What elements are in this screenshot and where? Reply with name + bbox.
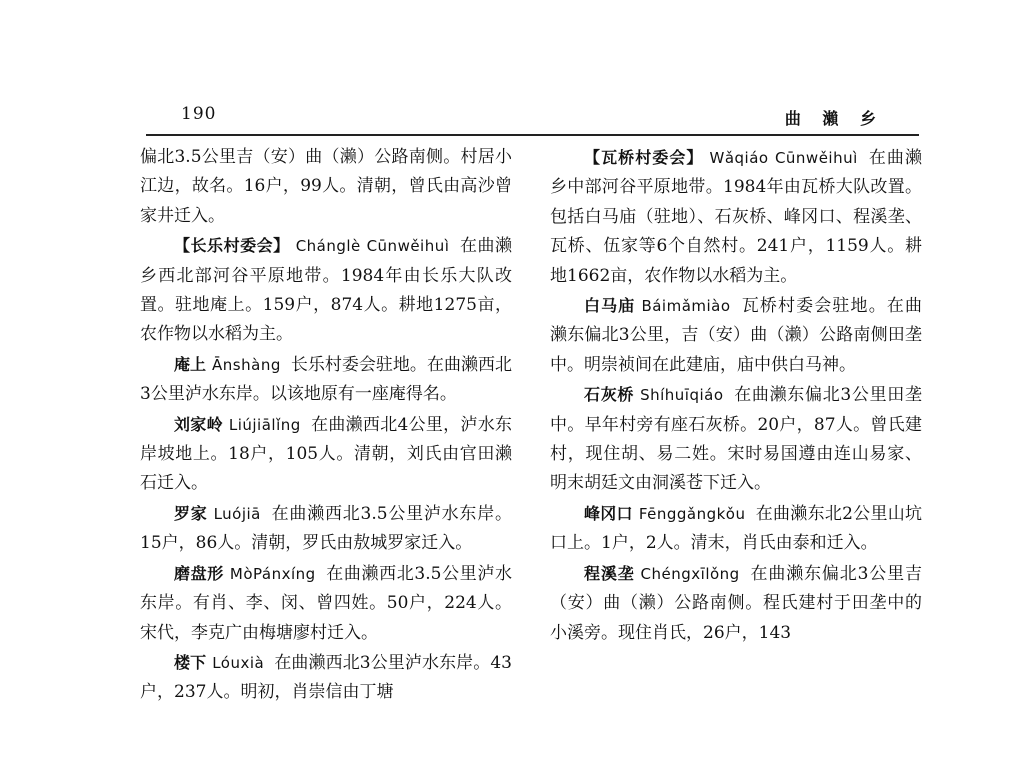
entry-paragraph [140,410,512,499]
entry-pinyin: Liújiālǐng [228,415,301,434]
entry-headword: 磨盘形 [174,563,224,583]
header-rule [146,134,919,136]
entry-pinyin: Luójiā [213,504,261,523]
entry-pinyin: Wǎqiáo Cūnwěihuì [709,149,858,167]
entry-paragraph [550,499,922,559]
entry-pinyin: Shíhuīqiáo [640,386,724,405]
entry-text: 在曲濑乡西北部河谷平原地带。1984年由长乐大队改置。驻地庵上。159户，874人。耕地1275亩，农作物以水稻为主。 [140,236,512,345]
entry-headword: 白马庙 [584,296,636,316]
entry-text: 在曲濑西北3.5公里泸水东岸。15户，86人。清朝，罗氏由敖城罗家迁入。 [140,503,512,554]
running-head: 曲 瀨 乡 [784,109,884,128]
entry-text: 在曲濑东偏北3公里田垄中。早年村旁有座石灰桥。20户，87人。曾氏建村，现住胡、易二姓。宋时易国遵由连山易家、明末胡廷文由洞溪苍下迁入。 [550,385,922,494]
entry-pinyin: Lóuxià [212,653,265,672]
right-column [550,143,922,648]
entry-paragraph [140,499,512,559]
left-column [140,143,512,708]
entry-text: 偏北3.5公里吉（安）曲（濑）公路南侧。村居小江边，故名。16户，99人。清朝，曾氏由高沙曾家井迁入。 [140,147,512,226]
entry-text: 在曲濑乡中部河谷平原地带。1984年由瓦桥大队改置。包括白马庙（驻地）、石灰桥、峰冈口、程溪垄、瓦桥、伍家等6个自然村。241户，1159人。耕地1662亩，农作物以水稻为主。 [550,148,922,286]
entry-pinyin: MòPánxíng [229,564,316,583]
entry-text: 长乐村委会驻地。在曲濑西北3公里泸水东岸。以该地原有一座庵得名。 [140,354,512,405]
entry-text: 在曲濑西北4公里，泸水东岸坡地上。18户，105人。清朝，刘氏由官田濑石迁入。 [140,414,512,494]
entry-headword: 刘家岭 [174,414,223,434]
page-number: 190 [181,104,217,124]
entry-headword: 石灰桥 [584,385,635,405]
entry-text: 在曲濑西北3公里泸水东岸。43户，237人。明初，肖崇信由丁塘 [140,652,512,703]
entry-paragraph [550,291,922,380]
entry-text: 在曲濑东偏北3公里吉（安）曲（濑）公路南侧。程氏建村于田垄中的小溪旁。现住肖氏，26户，143 [550,563,922,643]
entry-paragraph [140,648,512,708]
entry-paragraph [140,350,512,410]
entry-pinyin: Ānshàng [212,355,281,374]
entry-pinyin: Fēnggǎngkǒu [638,504,746,523]
entry-pinyin: Chánglè Cūnwěihuì [295,237,450,256]
entry-pinyin: Báimǎmiào [641,297,731,316]
entry-headword: 庵上 [174,354,207,374]
entry-paragraph [550,143,922,291]
entry-text: 在曲濑西北3.5公里泸水东岸。有肖、李、闵、曾四姓。50户，224人。宋代，李克广由梅塘廖村迁入。 [140,563,512,643]
entry-text: 瓦桥村委会驻地。在曲濑东偏北3公里，吉（安）曲（濑）公路南侧田垄中。明崇祯间在此建庙，庙中供白马神。 [550,296,922,375]
entry-headword: 楼下 [174,652,207,672]
entry-paragraph [140,559,512,648]
entry-paragraph [140,231,512,350]
entry-text: 在曲濑东北2公里山坑口上。1户，2人。清末，肖氏由泰和迁入。 [550,503,922,554]
entry-headword: 程溪垄 [584,563,635,583]
entry-headword: 【瓦桥村委会】 [584,148,704,167]
entry-paragraph [550,559,922,648]
entry-paragraph [550,380,922,499]
entry-paragraph [140,143,512,231]
entry-pinyin: Chéngxīlǒng [640,564,740,583]
entry-headword: 【长乐村委会】 [174,236,290,256]
entry-headword: 峰冈口 [584,503,633,523]
entry-headword: 罗家 [174,503,208,523]
